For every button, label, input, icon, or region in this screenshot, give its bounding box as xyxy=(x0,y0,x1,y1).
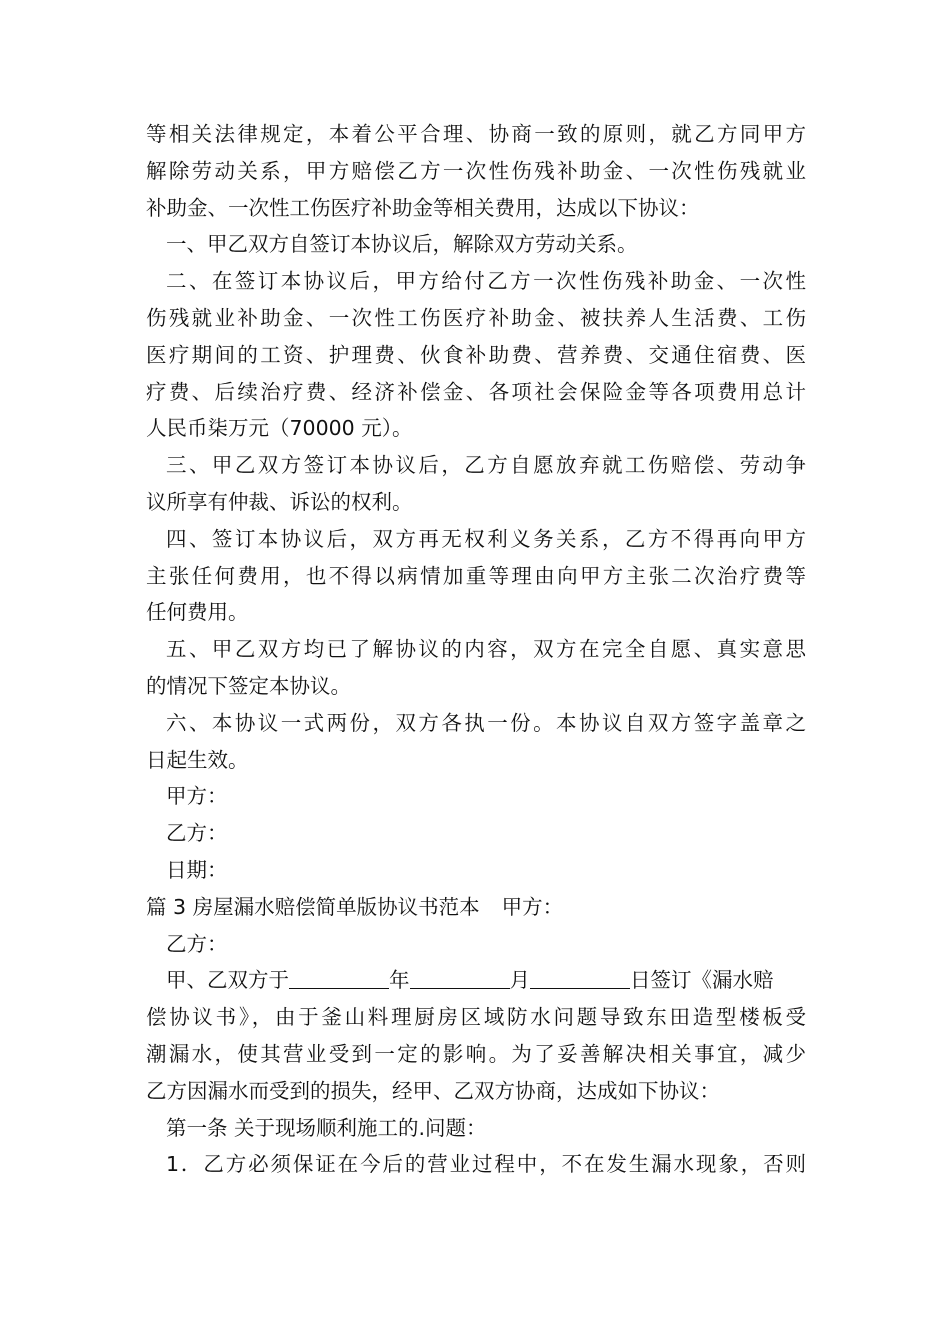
section-3-paragraph-1-line-2: 偿协议书》，由于釜山料理厨房区域防水问题导致东田造型楼板受 xyxy=(146,1005,806,1030)
clause-4-line-1: 四、签订本协议后，双方再无权利义务关系，乙方不得再向甲方 xyxy=(166,526,806,551)
clause-2-line-2: 伤残就业补助金、一次性工伤医疗补助金、被扶养人生活费、工伤 xyxy=(146,305,806,330)
year-blank xyxy=(289,966,389,989)
clause-2-line-5: 人民币柒万元（70000 元）。 xyxy=(146,416,413,441)
year-label: 年 xyxy=(389,968,410,993)
section-3-paragraph-1-line-4: 乙方因漏水而受到的损失，经甲、乙双方协商，达成如下协议： xyxy=(146,1078,720,1103)
clause-6-line-2: 日起生效。 xyxy=(146,747,249,772)
clause-3-line-1: 三、甲乙双方签订本协议后，乙方自愿放弃就工伤赔偿、劳动争 xyxy=(166,453,806,478)
clause-2-line-3: 医疗期间的工资、护理费、伙食补助费、营养费、交通住宿费、医 xyxy=(146,342,806,367)
section-3-paragraph-1-line-3: 潮漏水，使其营业受到一定的影响。为了妥善解决相关事宜，减少 xyxy=(146,1041,806,1066)
section-3-paragraph-1-line-1 xyxy=(146,962,806,999)
signing-intro-text: 甲、乙双方于 xyxy=(166,968,289,993)
section-3-heading xyxy=(146,889,806,926)
document-body xyxy=(146,116,806,1183)
clause-4-line-2: 主张任何费用，也不得以病情加重等理由向甲方主张二次治疗费等 xyxy=(146,563,806,588)
article-1-heading: 第一条 关于现场顺利施工的.问题： xyxy=(166,1115,487,1140)
section-3-party-b: 乙方： xyxy=(166,931,228,956)
clause-2-line-4: 疗费、后续治疗费、经济补偿金、各项社会保险金等各项费用总计 xyxy=(146,379,806,404)
signature-party-b: 乙方： xyxy=(166,821,228,846)
clause-6-line-1: 六、本协议一式两份，双方各执一份。本协议自双方签字盖章之 xyxy=(166,710,806,735)
day-blank xyxy=(530,966,630,989)
intro-line-1: 等相关法律规定，本着公平合理、协商一致的原则，就乙方同甲方 xyxy=(146,122,806,146)
article-1-item-1: 1．乙方必须保证在今后的营业过程中，不在发生漏水现象，否则 xyxy=(166,1152,806,1177)
month-blank xyxy=(410,966,510,989)
clause-5-line-2: 的情况下签定本协议。 xyxy=(146,673,351,698)
day-label-rest: 日签订《漏水赔 xyxy=(630,968,774,993)
signature-date: 日期： xyxy=(166,857,228,882)
intro-line-2: 解除劳动关系，甲方赔偿乙方一次性伤残补助金、一次性伤残就业 xyxy=(146,158,806,183)
signature-party-a: 甲方： xyxy=(166,784,228,809)
section-3-title: 篇 3 房屋漏水赔偿简单版协议书范本 xyxy=(146,894,480,919)
clause-3-line-2: 议所享有仲裁、诉讼的权利。 xyxy=(146,489,413,514)
clause-1-line-1: 一、甲乙双方自签订本协议后，解除双方劳动关系。 xyxy=(166,232,638,257)
month-label: 月 xyxy=(509,968,530,993)
clause-4-line-3: 任何费用。 xyxy=(146,600,249,625)
section-3-party-a: 甲方： xyxy=(501,894,564,919)
clause-5-line-1: 五、甲乙双方均已了解协议的内容，双方在完全自愿、真实意思 xyxy=(166,637,806,662)
clause-2-line-1: 二、在签订本协议后，甲方给付乙方一次性伤残补助金、一次性 xyxy=(166,269,806,294)
intro-line-3: 补助金、一次性工伤医疗补助金等相关费用，达成以下协议： xyxy=(146,195,700,220)
